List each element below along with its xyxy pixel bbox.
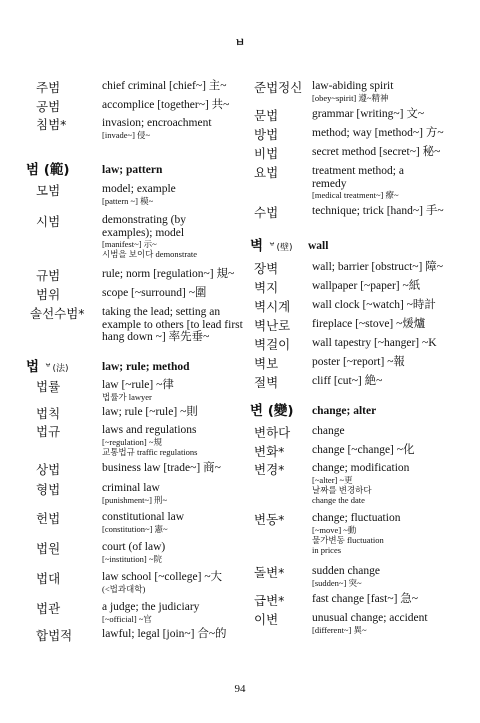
definition: technique; trick [hand~] 手~ [312, 205, 444, 217]
definition: scope [~surround] ~圍 [102, 287, 207, 299]
headword: 벽난로 [254, 318, 291, 333]
definition: wall clock [~watch] ~時計 [312, 299, 436, 311]
headword: 문법 [254, 108, 279, 123]
headword: 벽시계 [254, 299, 291, 314]
definition: law; rule [~rule] ~則 [102, 406, 198, 418]
section-hanja: ᄫ(壁) [267, 243, 293, 253]
definition: lawful; legal [join~] 合~的 [102, 628, 227, 640]
headword: 주범 [36, 80, 61, 95]
section-headword: 변 [250, 403, 264, 419]
section-hanja: (變) [267, 403, 294, 419]
headword: 법관 [36, 601, 61, 616]
headword: 법원 [36, 541, 61, 556]
section-definition: law; rule; method [102, 361, 190, 373]
definition: court (of law) [~institution] ~院 [102, 541, 166, 564]
section-headword: 벽 [250, 238, 264, 254]
definition: law [~rule] ~律 법률가 lawyer [102, 379, 174, 402]
headword: 침범* [36, 117, 67, 132]
page-header-letter: ㅂ [234, 36, 246, 49]
definition: change; fluctuation [~move] ~動 물가변동 fluctuation in prices [312, 512, 401, 555]
definition: business law [trade~] 商~ [102, 462, 221, 474]
headword: 절벽 [254, 375, 279, 390]
definition: sudden change [sudden~] 突~ [312, 565, 381, 588]
headword: 규범 [36, 268, 61, 283]
definition: fireplace [~stove] ~煖爐 [312, 318, 426, 330]
definition: wall tapestry [~hanger] ~K [312, 337, 437, 349]
headword: 변화* [254, 444, 285, 459]
headword: 형법 [36, 482, 61, 497]
definition: wall; barrier [obstruct~] 障~ [312, 261, 443, 273]
definition: unusual change; accident [different~] 異~ [312, 612, 428, 635]
headword: 법칙 [36, 406, 61, 421]
definition: rule; norm [regulation~] 規~ [102, 268, 235, 280]
definition: wallpaper [~paper] ~紙 [312, 280, 421, 292]
definition: change; modification [~alter] ~更 날짜를 변경하다 change the date [312, 462, 410, 505]
headword: 범위 [36, 287, 61, 302]
headword: 장벽 [254, 261, 279, 276]
definition: cliff [cut~] 絶~ [312, 375, 383, 387]
headword: 변동* [254, 512, 285, 527]
page-number: 94 [234, 683, 246, 695]
definition: taking the lead; setting an example to others [to lead first hang down ~] 率先垂~ [102, 306, 243, 343]
section-definition: change; alter [312, 405, 377, 417]
definition: constitutional law [constitution~] 憲~ [102, 511, 185, 534]
definition: law school [~college] ~大 (<법과대학) [102, 571, 223, 594]
headword: 방법 [254, 127, 279, 142]
headword: 급변* [254, 593, 285, 608]
definition: change [312, 425, 345, 437]
definition: laws and regulations [~regulation] ~規 교통법규 traffic regulations [102, 424, 198, 457]
definition: a judge; the judiciary [~official] ~官 [102, 601, 200, 624]
headword: 요법 [254, 165, 279, 180]
definition: treatment method; a remedy [medical treatment~] 療~ [312, 165, 404, 200]
definition: accomplice [together~] 共~ [102, 99, 230, 111]
headword: 공범 [36, 99, 61, 114]
headword: 시범 [36, 214, 61, 229]
section-hanja: (範) [43, 162, 70, 178]
headword: 수법 [254, 205, 279, 220]
section-headword: 범 [26, 162, 40, 178]
headword: 돌변* [254, 565, 285, 580]
headword: 합법적 [36, 628, 73, 643]
headword: 모범 [36, 183, 61, 198]
section-hanja: ᄫ(法) [43, 364, 69, 374]
section-headword: 법 [26, 359, 40, 375]
headword: 변경* [254, 462, 285, 477]
headword: 이변 [254, 612, 279, 627]
headword: 준법정신 [254, 80, 303, 95]
definition: change [~change] ~化 [312, 444, 415, 456]
section-definition: wall [308, 240, 329, 252]
definition: demonstrating (by examples); model [manifest~] 示~ 시범을 보이다 demonstrate [102, 214, 198, 259]
definition: model; example [pattern ~] 模~ [102, 183, 176, 206]
definition: secret method [secret~] 秘~ [312, 146, 441, 158]
headword: 벽지 [254, 280, 279, 295]
definition: chief criminal [chief~] 主~ [102, 80, 227, 92]
headword: 법규 [36, 424, 61, 439]
definition: poster [~report] ~報 [312, 356, 405, 368]
headword: 비법 [254, 146, 279, 161]
headword: 벽보 [254, 356, 279, 371]
definition: method; way [method~] 方~ [312, 127, 444, 139]
section-definition: law; pattern [102, 164, 163, 176]
definition: invasion; encroachment [invade~] 侵~ [102, 117, 212, 140]
headword: 상법 [36, 462, 61, 477]
headword: 법률 [36, 379, 61, 394]
definition: criminal law [punishment~] 刑~ [102, 482, 168, 505]
definition: grammar [writing~] 文~ [312, 108, 425, 120]
definition: law-abiding spirit [obey~spirit] 遵~精神 [312, 80, 394, 103]
headword: 벽걸이 [254, 337, 291, 352]
headword: 헌법 [36, 511, 61, 526]
headword: 법대 [36, 571, 61, 586]
headword: 솔선수범* [30, 306, 85, 321]
definition: fast change [fast~] 急~ [312, 593, 418, 605]
headword: 변하다 [254, 425, 291, 440]
